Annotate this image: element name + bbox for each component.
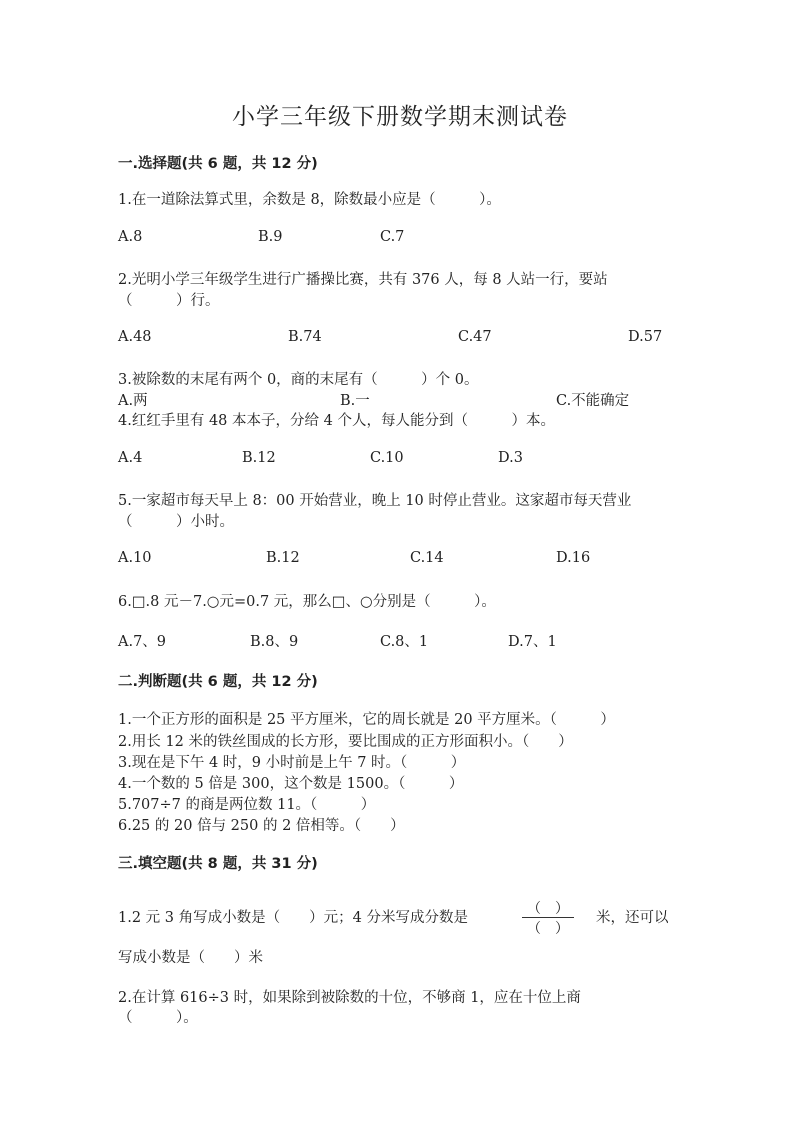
section-heading-fill: 三.填空题(共 8 题，共 31 分) bbox=[118, 856, 318, 872]
option: C.8、1 bbox=[380, 634, 429, 650]
option: A.两 bbox=[118, 393, 148, 409]
option: C.不能确定 bbox=[556, 393, 630, 409]
fill-question-text-continued: 写成小数是（ ）米 bbox=[118, 950, 263, 966]
option: A.10 bbox=[118, 550, 152, 566]
question-text: 4.红红手里有 48 本本子，分给 4 个人，每人能分到（ ）本。 bbox=[118, 413, 555, 429]
question-text: 2.光明小学三年级学生进行广播操比赛，共有 376 人，每 8 人站一行，要站 bbox=[118, 272, 608, 288]
question-text: 3.被除数的末尾有两个 0，商的末尾有（ ）个 0。 bbox=[118, 372, 479, 388]
option: D.16 bbox=[556, 550, 591, 566]
question-text: 5.一家超市每天早上 8：00 开始营业，晚上 10 时停止营业。这家超市每天营业 bbox=[118, 493, 632, 509]
fill-question-text-continued: （ ）。 bbox=[118, 1010, 198, 1026]
option: A.48 bbox=[118, 329, 152, 345]
option: B.74 bbox=[288, 329, 322, 345]
section-heading-judge: 二.判断题(共 6 题，共 12 分) bbox=[118, 674, 318, 690]
judge-item: 3.现在是下午 4 时，9 小时前是上午 7 时。（ ） bbox=[118, 755, 466, 771]
fraction-blank bbox=[522, 898, 574, 938]
judge-item: 5.707÷7 的商是两位数 11。（ ） bbox=[118, 797, 376, 813]
judge-item: 1.一个正方形的面积是 25 平方厘米，它的周长就是 20 平方厘米。（ ） bbox=[118, 712, 615, 728]
option: A.8 bbox=[118, 229, 143, 245]
fill-question-text-continued: 米，还可以 bbox=[596, 910, 669, 926]
question-text: 6.□.8 元－7.○元=0.7 元，那么□、○分别是（ ）。 bbox=[118, 594, 496, 610]
page-title: 小学三年级下册数学期末测试卷 bbox=[232, 104, 568, 130]
fraction-denominator-blank: （ ） bbox=[527, 921, 569, 937]
option: C.47 bbox=[458, 329, 492, 345]
option: D.7、1 bbox=[508, 634, 557, 650]
judge-item: 4.一个数的 5 倍是 300，这个数是 1500。（ ） bbox=[118, 776, 464, 792]
fraction-numerator-blank: （ ） bbox=[527, 901, 569, 917]
question-text: 1.在一道除法算式里，余数是 8，除数最小应是（ ）。 bbox=[118, 192, 501, 208]
option: B.12 bbox=[266, 550, 300, 566]
judge-item: 6.25 的 20 倍与 250 的 2 倍相等。（ ） bbox=[118, 818, 405, 834]
option: C.7 bbox=[380, 229, 405, 245]
section-heading-choice: 一.选择题(共 6 题，共 12 分) bbox=[118, 156, 318, 172]
fill-question-text: 2.在计算 616÷3 时，如果除到被除数的十位，不够商 1，应在十位上商 bbox=[118, 990, 581, 1006]
option: B.12 bbox=[242, 450, 276, 466]
option: D.3 bbox=[498, 450, 523, 466]
option: A.4 bbox=[118, 450, 143, 466]
judge-item: 2.用长 12 米的铁丝围成的长方形，要比围成的正方形面积小。（ ） bbox=[118, 734, 573, 750]
question-text-continued: （ ）行。 bbox=[118, 293, 220, 309]
fill-question-text: 1.2 元 3 角写成小数是（ ）元；4 分米写成分数是 bbox=[118, 910, 468, 926]
option: A.7、9 bbox=[118, 634, 167, 650]
option: D.57 bbox=[628, 329, 663, 345]
option: B.8、9 bbox=[250, 634, 299, 650]
option: B.9 bbox=[258, 229, 283, 245]
option: C.10 bbox=[370, 450, 404, 466]
option: C.14 bbox=[410, 550, 444, 566]
option: B.一 bbox=[340, 393, 370, 409]
question-text-continued: （ ）小时。 bbox=[118, 514, 234, 530]
